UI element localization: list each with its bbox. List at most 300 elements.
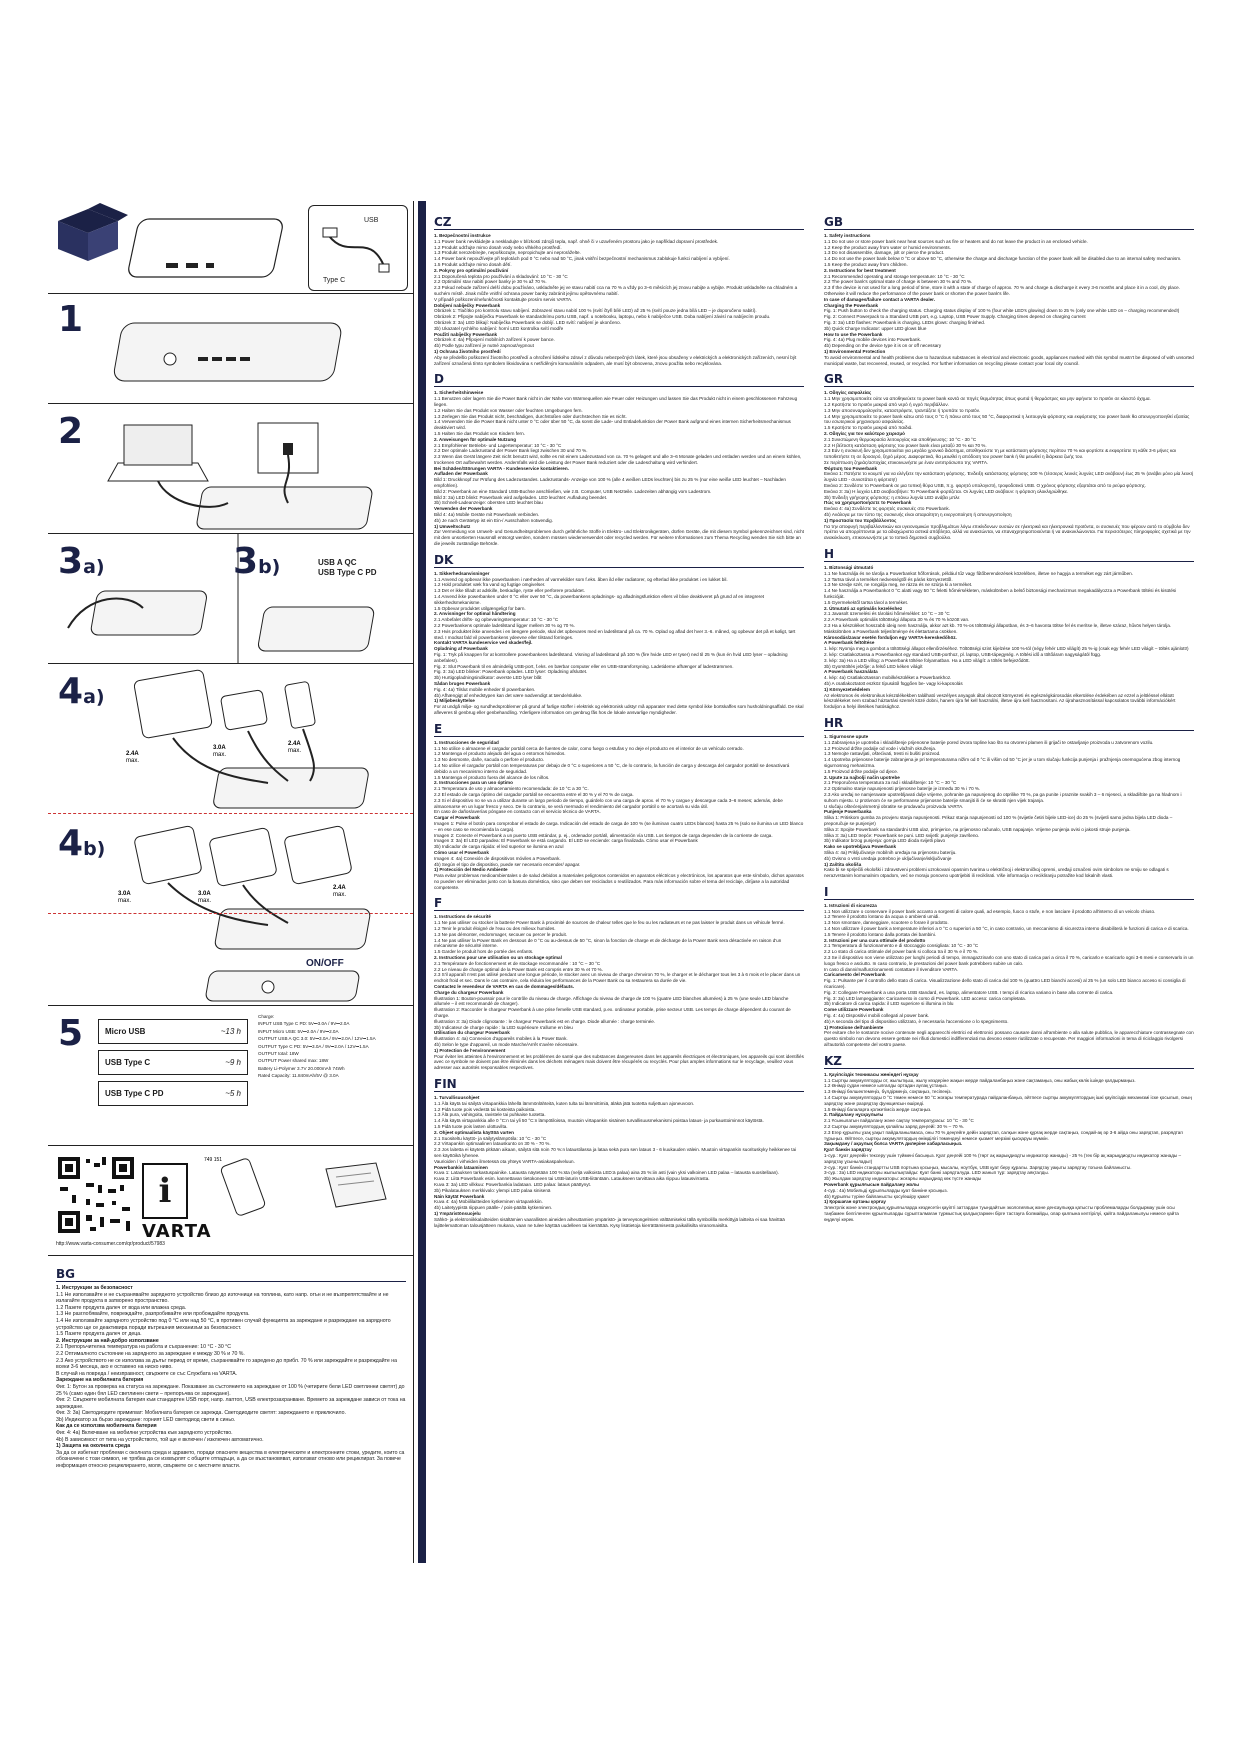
- text-line: 1.3 Ne szedje szét, ne rongálja meg, ne rázza és ne szúrja ki a terméket.: [824, 582, 973, 588]
- text-line: 2. Pokyny pro optimální používání: [434, 267, 509, 273]
- text-line: 1.3 Produkt nerozebírejte, nepoškozujte, nepropichujte ani neproráželte.: [434, 250, 581, 256]
- text-line: 2.3 Ако устройството не се използва за дълъг период от време, съхранявайте го заредено до прибл. 70 % или зареждайте и разреждайте на всеки 3-6 месеца, ако е оставено на ниско ниво.: [56, 1357, 398, 1371]
- text-line: 1.4 Non utilizzare il power bank a temperature inferiori a 0 °C o superiori a 50 °C, in caso contrario, un meccanismo di sicurezza interno disabiliterà le funzioni di carica e di scarica.: [824, 926, 1189, 932]
- text-line: 1.2 Pidä tuote pois vedestä tai kosteista paikoista.: [434, 1106, 536, 1112]
- lang-title-e: E: [434, 722, 804, 737]
- text-line: Näin käytät Powerbank: [434, 1193, 485, 1199]
- text-line: 2. kép: Csatlakoztassa a Powerbankot egy standard USB-porthoz, pl. laptop, USB-tápegység. A töltési idő a töltőáram nagyságától függ.: [824, 652, 1102, 657]
- text-line: 1.5 Opbevar produktet utilgængeligt for børn.: [434, 605, 526, 611]
- text-line: 2. Instructions pour une utilisation ou un stockage optimal: [434, 955, 562, 961]
- text-line: In caso di danni/malfunzionamenti contattare il rivenditore VARTA.: [824, 966, 959, 972]
- spec-line: INPUT Micro USB: 5V⎓2.0A / 9V⎓2.0A: [258, 1028, 339, 1034]
- max-label-b1: max.: [118, 898, 132, 904]
- text-line: Contactez le revendeur de VARTA en cas de dommages/défauts.: [434, 984, 575, 990]
- text-line: Charge du chargeur Powerbank: [434, 989, 504, 995]
- lang-title-d: D: [434, 372, 804, 387]
- text-line: 2.2 Le niveau de charge optimal de la Power Bank est compris entre 30 % et 70 %.: [434, 966, 604, 972]
- text-line: 1.3 Zerlegen Sie das Produkt nicht, beschädigen, durchstoßen oder durchstechen Sie es nicht.: [434, 413, 627, 419]
- text-line: Για την αποφυγή περιβαλλοντικών και υγειονομικών προβλημάτων λόγω επικίνδυνων ουσιών σε ηλεκτρικά και ηλεκτρονικά προϊόντα, οι συσκευές που φέρουν αυτό το σύμβολο δεν πρέπει να απορρίπτονται με τα αδιαχώριστα αστικά απόβλητα, αλλά να ανακτώνται, να επαναχρησιμοποιούνται ή να ανακυκλώνονται. Για περισσότερες πληροφορίες σχετικά με την ανακύκλωση, επικοινωνήστε με το τοπικό δημοτικό συμβούλιο.: [824, 523, 1191, 541]
- text-line: Kako se upotrebljava Powerbank: [824, 844, 896, 850]
- text-line: 1.3 No desmonte, dañe, sacuda o perfore el producto.: [434, 757, 545, 763]
- text-line: 2.1 Препоръчителна температура на работа и съхранение: 10 °C - 30 °C: [56, 1344, 231, 1351]
- text-line: 2.2 Оптималното състояние на зарядното за зареждане е между 30 % и 70 %.: [56, 1350, 245, 1357]
- specs-block: [258, 1013, 408, 1080]
- step-4b-suffix: b): [83, 838, 106, 860]
- text-line: 1.5 Өнімді балаларға қолжетімсіз жерде сақтаңыз.: [824, 1106, 932, 1112]
- text-line: Imagen 1: Pulse el botón para comprobar el estado de carga. Indicación del estado de carga de 100 % (se iluminan cuatro LEDs blancos) hasta 25 % (solo se ilumina un LED blanco – en ese caso se recomienda la carga).: [434, 820, 804, 832]
- text-line: 4. kép: 4a) Csatlakoztasson mobilkészüléket a Powerbankhoz.: [824, 675, 952, 681]
- text-line: Қуат банкін зарядтау: [824, 1147, 872, 1153]
- text-line: 2.1 Συνιστώμενη θερμοκρασία λειτουργίας και αποθήκευσης: 10 °C - 30 °C: [824, 436, 977, 442]
- text-line: 2.3 Wenn das Gerät längere Zeit nicht benutzt wird, sollte es mit einem Ladezustand von ca. 70 % gelagert und alle 3–6 Monate geladen und entladen werden und an einem kühlen, trockenen Ort aufbewahrt werden. Andernfalls wird die Leistung der Power Bank reduziert oder die Ladeschaltung wird verhindert.: [434, 454, 802, 465]
- box-icon: [58, 203, 128, 261]
- text-line: Zur Vermeidung von Umwelt- und Gesundheitsproblemen durch gefährliche Stoffe in Elektro- und Elektronikgeräten, dürfen Geräte, die mit diesem Symbol gekennzeichnet sind, nicht mit dem unsortierten Hausmüll entsorgt werden, sondern müssen wiederverwendet oder recycled werden. Für weitere Informationen zum Thema Recycling wenden Sie sich bitte an die jeweils zuständige Behörde.: [434, 529, 804, 547]
- text-line: 2.3 If the device is not used for a long period of time, store it with a state of charge of approx. 70 % and charge & discharge it every 3-6 months and place it in a cool, dry place. Otherwise it will reduce the performance of the power bank or shorten the power bank's life.: [824, 285, 1180, 296]
- text-line: For at undgå miljø- og sundhedsproblemer på grund af farlige stoffer i elektrisk og elektronisk udstyr må apparater med dette symbol ikke bortskaffes som husholdningsaffald. De skal afleveres til genbrug eller genbehandling. Yderligere information om genbrug fås hos de lokale ansvarlige myndigheder.: [434, 704, 804, 715]
- text-line: 2.3 Ako uređaj ne namjeravate upotrebljavati dulje vrijeme, pohranite ga napunjenog do otprilike 70 %, pa ga punite i praznite svakih 3 – 6 mjeseci, a skladištite ga na hladnom i suhom mjestu. U protivnom će se performanse prijenosne baterije smanjiti ili će se skratiti njen vijek trajanja.: [824, 791, 1182, 803]
- text-line: Dobíjení nabíječky Powerbank: [434, 302, 501, 308]
- table-port: USB Type C PD: [105, 1089, 164, 1098]
- text-line: 2.2 Powerbankens optimale ladetilstand ligger mellem 30 % og 70 %.: [434, 623, 575, 629]
- current-label-a1: 2.4A: [126, 751, 139, 757]
- text-line: Fig. 3: 3a) LED flashes: Powerbank is charging. LEDs glows: charging finished.: [824, 319, 986, 325]
- text-line: 4b) Depending on the device type it is on or off necessary: [824, 343, 942, 349]
- step-4a-suffix: a): [83, 686, 105, 708]
- text-line: Εικόνα 4: 4a) Συνδέστε τις φορητές συσκευές στο Powerbank.: [824, 506, 950, 512]
- text-line: 1.1 Power bank nevkládejte a neskladujte v blízkosti zdrojů tepla, např. ohně či v uzavřeném prostoru jako je například dopravní prostředek.: [434, 238, 719, 244]
- text-line: 3b) Ένδειξη γρήγορης φόρτισης: η επάνω λυχνία LED ανάβει μπλε: [824, 494, 960, 500]
- text-line: Электрлік және электрондық құрылғыларда кездесетін қауіпті заттардан туындайтын экологиялық және денсаулыққа қатысты проблемаларды болдырмау үшін осы таңбамен белгіленген құрылғыларды сұрыпталмаған тұрмыстық қалдықтармен бірге тастауға болмайды, олар қалпына келтірілуі, қайта пайдаланылуы немесе қайта өңделуі керек.: [824, 1205, 1179, 1222]
- step-1-illustration: [48, 293, 413, 403]
- text-line: 4b) A seconda del tipo di dispositivo utilizzato, è necessaria l'accensione o lo spegnimento.: [824, 1018, 1009, 1024]
- text-line: 3. kép: 3a) Ha a LED villog: a Powerbank töltése folyamatban. Ha a LED világít: a töltés befejeződött.: [824, 657, 1030, 663]
- text-line: 1.4 Do not use the power bank below 0 °C or above 50 °C, otherwise the charge and discharge function of the power bank will be disabled due to an internal safety mechanism.: [824, 256, 1182, 262]
- max-label-a3: max.: [288, 748, 302, 754]
- text-line: 2.2 Optimální stav nabití power banky je 30 % až 70 %.: [434, 279, 547, 285]
- current-label-b2: 3.0A: [198, 891, 211, 897]
- text-line: Imagen 4: 4a) Conexión de dispositivos móviles a Powerbank.: [434, 855, 561, 861]
- step-3a-digit: 3: [58, 541, 84, 582]
- text-line: 1.1 Älä käytä tai säilytä virtapankkia lähellä lämmönlähteitä, kuten tulta tai lämmittimiä, äläkä jätä tuotetta suljettuun ajoneuvoon.: [434, 1100, 695, 1106]
- lang-title-fin: FIN: [434, 1077, 804, 1092]
- text-line: Фиг. 3: 3a) Светодиодите примигват: Мобилната батерия се зарежда. Светодиодите светят: зареждането е приключило.: [56, 1410, 346, 1417]
- text-line: 4b) Afhængigt af enhedstypen kan det være nødvendigt at tænde/slukke.: [434, 692, 583, 698]
- text-line: Illustration 4: 4a) Connexion d'appareils mobiles à la Power Bank.: [434, 1036, 568, 1042]
- text-line: 1) Προστασία του περιβάλλοντος: [824, 517, 897, 523]
- pane-step-2: [48, 403, 413, 534]
- text-line: Para evitar problemas medioambientales o de salud debidos a materiales peligrosos contenidos en aparatos eléctricos y electrónicos, los aparatos que este símbolo, dichos aparatos no pueden ser eliminados junto con la basura doméstica, sino que deben ser reciclados o reutilizados. Para más información sobre el tema del reciclaje, diríjase a la autoridad competente.: [434, 873, 804, 890]
- step-5-number: 5: [58, 1013, 84, 1054]
- spec-line: Battery Li-Polymer 3.7V 20.000mAh 74Wh: [258, 1065, 345, 1071]
- text-line: 2. Instrucciones para un uso óptimo: [434, 780, 513, 786]
- text-line: 1.3 Не разглобявайте, повреждайте, разпробивайте или пробождайте продукта.: [56, 1311, 250, 1318]
- text-line: 1.4 Μην χρησιμοποιείτε το power bank κάτω από τους 0 °C ή πάνω από τους 50 °C, διαφορετικά η λειτουργία φόρτισης και εκφόρτισης του power bank θα απενεργοποιηθεί εξαιτίας του εσωτερικού μηχανισμού ασφαλείας.: [824, 413, 1190, 425]
- text-line: 4b) Laitetyypistä riippuen päälle- / pois-päältä kytkeminen.: [434, 1205, 553, 1211]
- text-line: 1.1 Benutzen oder lagern Sie die Power Bank nicht in der Nähe von Wärmequellen wie Feuer oder Heizungen und lassen Sie das Produkt nicht in einem geschlossenen Fahrzeug liegen.: [434, 396, 798, 407]
- text-line: Fig. 4: 4a) Tilslut mobile enheder til powerbanken.: [434, 686, 536, 692]
- text-line: Зақымдану / ақаулық болса VARTA дилеріне хабарласыңыз.: [824, 1141, 963, 1147]
- text-line: 1.3 Älä pura, vahingoita, ravistele tai puhkaise tuotetta.: [434, 1112, 546, 1118]
- lang-title-h: H: [824, 547, 1194, 562]
- lang-title-i: I: [824, 885, 1194, 900]
- text-line: Sähkö- ja elektroniikkalaitteiden sisältämien vaarallisten aineiden aiheuttamien ympäristö- ja terveysongelmien välttämiseksi tällä symbolilla merkittyjä laitteita ei saa hävittää lajittelemattoman talousjätteen mukana, vaan ne tulee käyttää uudelleen tai kierrättää. Kysy lisätietoja kierrättämisestä paikallisilta viranomaisilta.: [434, 1216, 785, 1228]
- usb-label: USB: [364, 217, 379, 224]
- spec-line: OUTPUT Power shared max: 18W: [258, 1058, 329, 1064]
- text-line: 1.1 Do not use or store power bank near heat sources such as fire or heaters and do not leave the product in an enclosed vehicle.: [824, 238, 1088, 244]
- text-line: 4b) Selon le type d'appareil, un mode Marche/Arrêt s'avère nécessaire.: [434, 1042, 579, 1048]
- text-line: 1. Bezpečnostní instrukce: [434, 233, 491, 238]
- step-3b-digit: 3: [233, 541, 259, 582]
- text-line: 2.1 Recommended operating and storage temperature: 10 °C - 30 °C: [824, 273, 965, 279]
- text-line: 1.2 Пазете продукта далеч от вода или влажна среда.: [56, 1304, 187, 1311]
- table-time: ~9 h: [225, 1058, 241, 1067]
- text-line: 3b) Ukazatel rychlého nabíjení: horní LED kontrolka svítí modře: [434, 325, 564, 331]
- text-line: 1) Protection de l'environnement: [434, 1047, 506, 1053]
- text-line: Cómo usar el Powerbank: [434, 849, 489, 855]
- text-line: 2.1 Temperatura di funzionamento e di stoccaggio consigliata: 10 °C - 30 °C: [824, 943, 979, 949]
- current-label-a3: 2.4A: [288, 741, 301, 747]
- text-line: 1.3 Do not disassemble, damage, jolt or pierce the product.: [824, 250, 945, 256]
- text-line: 4b) Ανάλογα με τον τύπο της συσκευής είναι απαραίτητη η ενεργοποίηση ή απενεργοποίηση: [824, 512, 1012, 518]
- step-4a-number: [58, 671, 105, 712]
- text-line: 1.4 No utilice el cargador portátil con temperaturas por debajo de 0 °C o superiores a 50 °C, de lo contrario, la función de carga y descarga del cargador portátil se desactivará debido a un mecanismo interno de seguridad.: [434, 762, 790, 774]
- text-line: Slika 1: Pritiskom gumba za provjeru stanja napunjenosti. Prikaz stanja napunjenosti od 100 % (svijetle četiri bijele LED-ice) do 25 % (svijetli samo jedna bijela LED dioda – preporučuje se punjenje!): [824, 815, 1173, 826]
- text-line: 2.3 Ha a készüléket hosszabb ideig nem használja, akkor azt kb. 70 %-os töltöttségi állapotban, és 3–6 havonta töltse fel és merítse le, illetve száraz, hűvös helyen tárolja. Máskülönben a Powerbank teljesítménye és élettartama csökken.: [824, 623, 1172, 634]
- text-line: Зареждане на мобилната батерия: [56, 1377, 144, 1384]
- text-line: 1.5 Halten Sie das Produkt von Kindern fern.: [434, 430, 525, 436]
- text-line: In case of damages/failure contact a VARTA dealer.: [824, 296, 935, 302]
- text-line: 1) Защита на околната среда: [56, 1443, 131, 1450]
- text-line: 1.5 Κρατήστε το προϊόν μακριά από παιδιά.: [824, 425, 913, 431]
- lang-title-cz: CZ: [434, 215, 804, 230]
- text-line: Bild 1: Druckknopf zur Prüfung des Ladezustandes. Ladezustands- Anzeige von 100 % (alle 4 weißen LEDs leuchten) bis zu 25 % (nur eine weiße LED leuchtet – Nachladen empfohlen).: [434, 477, 786, 489]
- text-line: Πώς να χρησιμοποιήσετε το Powerbank: [824, 500, 912, 506]
- text-line: A Powerbank használata: [824, 669, 878, 675]
- typec-label: Type C: [323, 277, 346, 284]
- step-3a-number: [58, 541, 105, 582]
- text-line: 1.3 Non smontare, danneggiare, scuotere o forare il prodotto.: [824, 920, 949, 926]
- text-line: Фиг. 1: Бутон за проверка на статуса на зареждане. Показване за състоянието на зареждане от 100 % (четирите бели LED светлинни светят) до 25 % (само един бял LED светлинен свети – препоръчва се зареждане).: [56, 1383, 405, 1397]
- table-row: [98, 1050, 248, 1075]
- text-line: 1.5 Пазете продукта далеч от деца.: [56, 1331, 142, 1338]
- table-time: ~5 h: [225, 1089, 241, 1098]
- text-line: Kuva 3: 3a) LED vilkkuu: Powerbankia ladataan. LED palaa: lataus päättynyt.: [434, 1181, 592, 1187]
- text-line: 2. Instructions for best treatment: [824, 267, 896, 273]
- pane-step-4a: [48, 663, 413, 814]
- text-line: 1.1 Non utilizzare o conservare il power bank accanto a sorgenti di calore quali, ad esempio, fuoco o stufe, e non lasciare il prodotto all'interno di un veicolo chiuso.: [824, 908, 1156, 914]
- text-line: 1.4 Upotreba prijenosne baterije zabranjena je pri temperaturama nižim od 0 °C ili višim od 50 °C jer je u tom slučaju funkcija punjenja i pražnjenja onemogućena zbog internog sigurnosnog mehanizma.: [824, 757, 1181, 768]
- text-line: 1.5 Tenere il prodotto lontano dalla portata dei bambini.: [824, 931, 937, 937]
- text-line: Фиг. 2: Свържете мобилната батерия към стандартен USB порт, напр. лаптоп, USB електрозахранване. Времето за зареждане зависи от тока на зареждане.: [56, 1397, 406, 1410]
- text-line: 2.1 Javasolt üzemelési és tárolási hőmérséklet: 10 °C – 30 °C: [824, 611, 950, 617]
- text-line: 2.3 Pokud nebude zařízení delší dobu používáno, uskladněte jej ve stavu nabití cca na 70 % a vždy po 3–6 měsících jej znovu nabijte a vybijte. Produkt uskladněte na chladném a suchém místě. Jinak může vnitřní ochrana power banky zabránit jejímu opětovnému nabití.: [434, 285, 798, 296]
- text-line: 1.4 Power bank nepoužívejte při teplotách pod 0 °C nebo nad 50 °C, jinak vnitřní bezpečnostní mechanismus zablokuje funkci nabíjení a vybíjení.: [434, 256, 730, 262]
- text-line: Imagen 2: Conecte el Powerbank a un puerto USB estándar, p. ej., ordenador portátil, alimentación vía USB. Los tiempos de carga dependen de la corriente de carga.: [434, 832, 773, 838]
- text-line: 1.5 Pidä tuote pois lasten ulottuvilta.: [434, 1123, 508, 1129]
- text-line: 1.3 Μην αποσυναρμολογείτε, καταστρέφετε, τραντάζετε ή τρυπάτε το προϊόν.: [824, 407, 981, 413]
- section-bg: [56, 1261, 406, 1470]
- text-line: 1) Környezetvédelem: [824, 686, 870, 692]
- text-line: 2.3 Si el dispositivo no se va a utilizar durante un largo periodo de tiempo, guárdelo con una carga de aprox. el 70 % y cargue y descargue cada 3–6 meses; además, debe almacenarse en un lugar fresco y seco. De lo contrario, se verá mermado el rendimiento del cargador portátil o se acortará su vida útil.: [434, 797, 783, 809]
- text-line: Aby se předešlo poškození životního prostředí a ohrožení lidského zdraví z důvodu nebezpečných látek, které jsou obsaženy v elektrických a elektronických zařízeních, nesmí být zařízení označená tímto symbolem likvidována s netříděným komunálním odpadem, ale musí být obnovena, znovu použita nebo recyklována.: [434, 354, 797, 366]
- text-line: 1) Miljøbeskyttelse: [434, 698, 475, 704]
- text-line: 1. Instructions de sécurité: [434, 914, 491, 920]
- text-line: 3b) Индикатор за бързо зареждане: горният LED светодиод свети в синьо.: [56, 1416, 236, 1423]
- text-line: Opladning af Powerbank: [434, 646, 488, 652]
- text-line: 2.2 Optimalno stanje napunjenosti prijenosne baterije je između 30 % i 70 %.: [824, 786, 981, 792]
- text-line: Slika 4: 4a) Priključivanje mobilnih uređaja na prijenosnu bateriju.: [824, 849, 957, 855]
- text-line: 4b) A csatlakoztatott eszköz típusától függően be- vagy ki-kapcsolás: [824, 680, 963, 686]
- text-line: How to use the Powerbank: [824, 331, 883, 337]
- text-line: Utilisation du chargeur Powerbank: [434, 1030, 510, 1036]
- text-line: 2.2 Сыртқы аккумулятордың қолайлы заряд деңгейі: 30 % – 70 %.: [824, 1123, 965, 1129]
- column-2: [824, 209, 1194, 1223]
- text-line: Illustration 2: Raccorder le chargeur Powerbank à une prise femelle USB standard, p.ex. ordinateur portable, prise secteur USB. Les temps de charge dépendent du courant de charge.: [434, 1007, 791, 1019]
- text-line: 2.1 Preporučena temperatura za rad i skladištenje: 10 °C – 30 °C: [824, 780, 957, 786]
- text-line: 1.1 No utilice o almacene el cargador portátil cerca de fuentes de calor, como fuego o estufas y no deje el producto en el interior de un vehículo cerrado.: [434, 745, 744, 751]
- text-line: 1.2 Tenere il prodotto lontano da acqua o ambienti umidi.: [824, 914, 940, 920]
- text-line: 1.1 Сыртқы аккумуляторды от, жылытқыш, жылу көздеріне жақын жерде пайдаланбаңыз және сақтамаңыз, оны жабық көлік ішінде қалдырмаңыз.: [824, 1077, 1136, 1083]
- text-line: 1.4 Älä käytä virtapankkia alle 0 °C:n tai yli 50 °C:n lämpötiloissa, muutoin virtapankin sisäinen turvallisuusmekanismi poistaa lataus- ja purkaustoiminnot käytöstä.: [434, 1118, 764, 1124]
- text-line: 1. Instrucciones de seguridad: [434, 739, 499, 745]
- text-line: 1.2 Mantenga el producto alejado del agua o entornos húmedos.: [434, 751, 566, 757]
- text-line: 2.2 Virtapankin optimaalinen latauskunto on 30 % - 70 %.: [434, 1141, 551, 1147]
- current-label-b3: 2.4A: [333, 885, 346, 891]
- text-line: 1. Safety instructions: [824, 233, 871, 238]
- text-line: 2.2 Η βέλτιστη κατάσταση φόρτισης του power bank είναι μεταξύ 30 % και 70 %.: [824, 442, 987, 448]
- text-line: Fig. 3: 3a) LED blinker: Powerbank oplades. LED lyser: Opladning afsluttet.: [434, 669, 588, 675]
- text-line: 2.1 Ұсынылатын пайдалану және сақтау температурасы: 10 °C - 30 °C: [824, 1118, 974, 1124]
- text-line: 4b) Құрылғы түріне байланысты қосу/өшіру қажет: [824, 1193, 930, 1199]
- lang-title-gb: GB: [824, 215, 1194, 230]
- text-line: 3b) Quick Charge Indicator: upper LED glows blue: [824, 325, 927, 331]
- text-line: 2.3 Εάν η συσκευή δεν χρησιμοποιείται για μεγάλο χρονικό διάστημα, αποθηκεύστε τη με κατάσταση φόρτισης περίπου 70 % και φορτίστε & εκφορτίστε τη κάθε 3-6 μήνες και τοποθετήστε τη σε δροσερό, ξηρό μέρος. Διαφορετικά, θα μειωθεί η απόδοση του power bank ή θα μειωθεί η διάρκεια ζωής του.: [824, 448, 1176, 460]
- step-3b-number: [233, 541, 280, 582]
- text-line: Fig. 2: Slut Powerbank til en almindelig USB-port, f.eks. en bærbar computer eller en USB-strømforsyning. Ladetiderne afhænger af ladestrømmen.: [434, 663, 734, 669]
- text-line: 3b) Indikator brzog punjenja: gornja LED dioda svijetli plavo: [824, 838, 946, 844]
- text-line: 1) Ochrana životního prostředí: [434, 348, 501, 354]
- text-line: 3b) Pikalatauksen merkkivalo: ylempi LED palaa sinisenä: [434, 1187, 551, 1193]
- text-line: 2.1 Température de fonctionnement et de stockage recommandée : 10 °C – 30 °C: [434, 960, 601, 966]
- text-line: 1.3 Өнімді бөлшектемеңіз, бүлдірмеңіз, соқпаңыз, тесіпеңіз.: [824, 1089, 952, 1095]
- text-line: 2.2 Der optimale Ladezustand der Power Bank liegt zwischen 30 und 70 %.: [434, 448, 588, 454]
- text-line: 1) Protezione dell'ambiente: [824, 1024, 884, 1030]
- model-label: 749 151: [204, 1157, 223, 1163]
- text-line: 3b) Indicador de carga rápida: el led superior se ilumina en azul: [434, 844, 564, 850]
- text-line: 1.4 Verwenden Sie die Power Bank nicht unter 0 °C oder über 50 °C, da sonst die Lade- und Entladefunktion der Power Bank aufgrund eines internen Sicherheitsmechanismus deaktiviert wird.: [434, 419, 791, 431]
- text-line: 1.4 Anvend ikke powerbanken under 0 °C eller over 50 °C, da powerbankens opladnings- og afladningsfunktion ellers vil blive deaktiveret på grund af en integreret sikkerhedsmekanisme.: [434, 594, 765, 605]
- pane-overview: [48, 201, 413, 294]
- phone-illustration: [198, 1151, 308, 1241]
- max-label-a1: max.: [126, 758, 140, 764]
- text-line: 2.3 Se il dispositivo non viene utilizzato per lunghi periodi di tempo, immagazzinarlo con uno stato di carica pari a circa il 70 %, caricarlo e scaricarlo ogni 3-6 mesi e conservarlo in un luogo fresco e asciutto. In caso contrario, le prestazioni del power bank potrebbero subire un calo.: [824, 955, 1194, 966]
- text-line: За да се избегнат проблеми с околната среда и здравето, поради опасните вещества в електрическите и електронните стоки, уредите, които са обозначени с този символ, не трябва да се изхвърлят с общите отпадъци, а да се възстановяват, използват отново или рециклират. За повече информация относно рециклирането, моля, свържете се с местните власти.: [56, 1449, 405, 1470]
- text-line: 1.4 Сыртқы аккумуляторды 0 °C төмен немесе 50 °C жоғары температурада пайдаланбаңыз, әйтпесе сыртқы аккумулятордың ішкі қауіпсіздік механизмі іске қосылып, оның зарядтау және разрядтау функциясын өшіреді.: [824, 1095, 1192, 1106]
- cable-box: [308, 205, 408, 291]
- text-line: Σε περίπτωση ζημιάς/αστοχίας επικοινωνήστε με έναν αντιπρόσωπο της VARTA.: [824, 459, 989, 465]
- text-line: 1.3 Ne pas démonter, endommager, secouer ou percer le produit.: [434, 931, 568, 937]
- text-line: 1.1 Ne használja és ne tárolja a Powerbankot hőforrások, például tűz vagy fűtőberendezések közelében, illetve ne hagyja a terméket egy zárt járműben.: [824, 570, 1133, 576]
- text-line: Fig. 1: Pulsante per il controllo dello stato di carica. Visualizzazione dello stato di carica dal 100 % (quattro LED bianchi accesi) al 25 % (un solo LED bianco acceso si consiglia di ricaricare).: [824, 978, 1186, 990]
- varta-logo: VARTA: [142, 1221, 212, 1242]
- text-line: Фиг. 4: 4a) Включване на мобилни устройства към зарядното устройство.: [56, 1430, 233, 1437]
- text-line: 3-сур.: 3a) LED индикаторы жыпылықтайды: Қуат банкі зарядталуда. LED жанып тұр: зарядтау аяқталды.: [824, 1170, 1049, 1176]
- text-line: 1. Οδηγίες ασφαλείας: [824, 390, 872, 396]
- text-line: 3b) Schnell-Ladeanzeige: obersten LED leuchtet blau: [434, 500, 543, 506]
- text-line: Obrázek 1: Tlačítko pro kontrolu stavu nabíjení. Zobrazení stavu nabití 100 % (svítí čtyři bílé LED) až 25 % (svítí pouze jedna bílá LED – je doporučeno nabití).: [434, 308, 757, 314]
- text-line: 1.2 Tartsa távol a terméket nedvességtől és párás környezettől.: [824, 576, 953, 582]
- text-line: 1.1 Anvend og opbevar ikke powerbanken i nærheden af varmekilder som f.eks. åben ild eller radiatorer, og efterlad ikke produktet i en lukket bil.: [434, 576, 728, 582]
- text-line: Fig. 3: 3a) LED lampeggiante: Caricamento in corso di Powerbank. LED acceso: carica completata.: [824, 995, 1026, 1001]
- text-line: 1.5 Gyermekektől tartsa távol a terméket.: [824, 599, 908, 605]
- qr-code-icon: [56, 1155, 136, 1235]
- text-line: Aufladen der Powerbank: [434, 471, 488, 477]
- text-line: Как да се използва мобилната батерия: [56, 1423, 157, 1430]
- text-line: 1.1 Не използвайте и не съхранявайте зарядното устройство близо до източници на топлина, като напр. огън и не възпрепятствайте и не излагайте продукта в затворено пространство.: [56, 1291, 389, 1305]
- text-line: Fig. 4: 4a) Plug mobile devices into Powerbank.: [824, 337, 922, 343]
- spec-line: INPUT USB Type C PD: 5V⎓3.0A / 9V⎓2.0A: [258, 1021, 350, 1027]
- text-line: 1.1 Zabranjena je upotreba i skladištenje prijenosne baterije pored izvora topline kao što su otvoreni plamen ili grijači te ostavljanje proizvoda u zatvorenom vozilu.: [824, 739, 1154, 745]
- powerbank-drawing: [127, 219, 284, 277]
- text-line: 1. Biztonsági útmutató: [824, 565, 874, 571]
- text-line: 2. Upute za najbolji način upotrebe: [824, 774, 900, 780]
- text-line: Bild 4: 4a) Mobile Geräte mit Powerbank verbinden.: [434, 512, 540, 518]
- text-line: 1.4 Ne használja a Powerbankot 0 °C alatti vagy 50 °C feletti hőmérsékleten, máskülönben a belső biztonsági mechanizmus megakadályozza a Powerbank töltési és kisütési funkcióját.: [824, 588, 1177, 600]
- text-line: 1) Ympäristönsuojelu: [434, 1210, 481, 1216]
- lang-title-kz: KZ: [824, 1054, 1194, 1069]
- pane-step-4b: [48, 813, 413, 1006]
- text-line: Fig. 2: Collegare Powerbank a una porta USB standard, es. laptop, alimentatore USB. I tempi di ricarica variano in base alla corrente di carica.: [824, 989, 1114, 995]
- text-line: Slika 2: Spojite Powerbank na standardni USB ulaz, primjerice, na prijenosno računalo, USB napajanje. Vrijeme punjenja ovisi o jakosti struje punjenja.: [824, 826, 1131, 832]
- max-label-b3: max.: [333, 892, 347, 898]
- text-line: Punjenje Powerbanka: [824, 809, 872, 815]
- text-line: U slučaju oštećenja/smetnji obratite se prodavaču proizvoda VARTA.: [824, 803, 964, 809]
- table-row: [98, 1081, 248, 1106]
- text-line: В случай на повреда / неизправност, свържете се със Службата на VARTA.: [56, 1370, 238, 1377]
- onoff-label: ON/OFF: [306, 958, 344, 969]
- text-line: 1) Protección del Medio Ambiente: [434, 867, 508, 873]
- text-line: Bild 2: Powerbank an eine Standard USB-Buchse anschließen, wie z.B. Computer, USB Netzteile. Ladezeiten abhängig vom Ladestrom.: [434, 488, 712, 494]
- charge-time-table: [98, 1019, 248, 1106]
- text-line: Caricamento del Powerbank: [824, 972, 886, 978]
- text-line: 2.1 Temperatura de uso y almacenamiento recomendada: de 10 °C a 30 °C.: [434, 786, 589, 792]
- table-row: [98, 1019, 248, 1044]
- text-line: Kontakt VARTA kundeservice ved skader/fejl.: [434, 640, 533, 646]
- text-line: Illustration 1: Bouton-poussoir pour le contrôle du niveau de charge. Affichage du niveau de charge de 100 % (quatre LED blanches allumées) à 25 % (une seule LED blanche allumée – il est recommandé de charger).: [434, 995, 789, 1007]
- text-line: Bei Schäden/Störungen VARTA - Kundenservice kontaktieren.: [434, 465, 569, 471]
- text-line: Obrázek 3: 3a) LED blikají: Nabíječka Powerbank se dobíjí. LED svítí: nabíjení je ukončeno.: [434, 319, 621, 325]
- text-line: Come utilizzare Powerbank: [824, 1007, 884, 1013]
- current-label-b1: 3.0A: [118, 891, 131, 897]
- text-line: Fig. 1: Tryk på knappen for at kontrollere powerbankens ladetilstand. Visning af ladetilstand på 100 % (fire hvide LED er tyser) ned til 25 % (kun én hvid LED lyser – opladning anbefales!).: [434, 652, 788, 663]
- pane-footer: [48, 1145, 413, 1256]
- text-line: 2. Пайдалану нұсқаулығы: [824, 1112, 884, 1118]
- table-port: Micro USB: [105, 1027, 146, 1036]
- text-line: 2.2 The power bank's optimal state of charge is between 30 % and 70 %.: [824, 279, 973, 285]
- text-line: 2. Οδηγίες για τον καλύτερο χειρισμό: [824, 430, 905, 436]
- text-line: 1.4 Ne pas utiliser la Power Bank en dessous de 0 °C ou au-dessus de 50 °C, sinon la fonction de charge et de décharge de la Power Bank sera désactivée en raison d'un mécanisme de sécurité interne.: [434, 937, 782, 949]
- text-line: 1.2 Halten Sie das Produkt von Wasser oder feuchten Umgebungen fern.: [434, 407, 583, 413]
- text-line: 4b) Según el tipo de dispositivo, puede ser necesario encender/ apagar.: [434, 861, 581, 867]
- text-columns: [424, 201, 1200, 1563]
- spec-line: OUTPUT Type C PD: 5V⎓3.0A / 9V⎓2.0A / 12V⎓1.5A: [258, 1043, 369, 1049]
- text-line: Powerbankin lataaminen: [434, 1164, 488, 1170]
- text-line: 2. Istruzioni per una cura ottimale del prodotto: [824, 937, 926, 943]
- text-line: Slika 3: 3a) LED trepće: Powerbank se puni. LED svijetli: punjenje završeno.: [824, 832, 980, 838]
- text-line: 1.1 Μην χρησιμοποιείτε ούτε να αποθηκεύετε το power bank κοντά σε πηγές θερμότητας όπως φωτιά ή θερμάστρες και μην αφήνετε το προϊόν σε κλειστό όχημα.: [824, 396, 1151, 402]
- text-line: Imagen 3: 3a) El LED parpadea: El Powerbank se está cargando. El LED se enciende: carga finalizada. Cómo usar el Powerbank: [434, 838, 698, 844]
- text-line: 1. Sikkerhedsanvisninger: [434, 570, 490, 576]
- cut-line: [48, 913, 413, 914]
- text-line: 2. Anvisninger for optimal håndtering: [434, 611, 516, 617]
- step-2-number: 2: [58, 411, 84, 452]
- text-line: 1. Sicherheitshinweise: [434, 390, 484, 396]
- text-line: 1) Environmental Protection: [824, 348, 886, 354]
- text-line: Verwenden der Powerbank: [434, 506, 493, 512]
- lang-title-hr: HR: [824, 716, 1194, 731]
- text-line: 1.5 Keep the product away from children.: [824, 261, 908, 267]
- text-line: Az elektromos és elektronikus készülékekben található veszélyes anyagok által okozott környezeti és egészségkárosodás elkerülése érdekében az ezzel a jelöléssel ellátott készülékeket nem szabad háztartási szemét közé dobni, hanem újra fel kell használni, illetve újra kell hasznosítani. Az újrahasznosítással kapcsolatos további információkért forduljon a helyi illetékes hatósághoz.: [824, 692, 1176, 710]
- text-line: 2.1 Doporučená teplota pro používání a skladování: 10 °C - 30 °C: [434, 273, 568, 279]
- current-label-a2: 3.0A: [213, 745, 226, 751]
- text-line: 1) Umweltschutz: [434, 523, 471, 529]
- lang-title-dk: DK: [434, 553, 804, 568]
- text-line: Cargar el Powerbank: [434, 815, 480, 821]
- manual-booklet-icon: [316, 1159, 396, 1219]
- spec-line: OUTPUT total: 18W: [258, 1051, 299, 1057]
- text-line: 1.2 Proizvod držite podalje od vode i vlažnih okruženja.: [824, 745, 937, 751]
- step-2-illustration: [48, 403, 413, 533]
- text-line: 3b) Indicatore di carica rapida: il LED superiore si illumina in blu: [824, 1001, 954, 1007]
- column-1: [434, 209, 804, 1228]
- text-line: Εικόνα 1: Πατήστε το κουμπί για να ελέγξετε την κατάσταση φόρτισης. Ένδειξη κατάστασης φόρτισης 100 % (τέσσερις λευκές λυχνίες LED ανάβουν) έως 25 % (ανάβει μόνο μία λευκή λυχνία LED - συνιστάται η φόρτιση!): [824, 471, 1194, 483]
- step-4a-digit: 4: [58, 671, 84, 712]
- table-time: ~13 h: [220, 1027, 241, 1036]
- text-line: 2.1 Empfohlener Betriebs- und Lagertemperatur: 10 °C - 30 °C: [434, 442, 562, 448]
- text-line: En caso de daños/averías póngase en contacto con el servicio técnico de VARTA.: [434, 809, 601, 815]
- usb-pd-label: USB Type C PD: [318, 568, 377, 577]
- text-line: 1. Istruzioni di sicurezza: [824, 902, 877, 908]
- text-line: 4b) Je nach Gerätetyp ist ein Ein-/ Ausschalten notwendig.: [434, 517, 553, 523]
- text-line: Φόρτιση του Powerbank: [824, 465, 878, 471]
- text-line: 1. Turvallisuusohjeet: [434, 1095, 480, 1100]
- text-line: 2.2 El estado de carga óptimo del cargador portátil se encuentra entre el 30 % y el 70 % de carga.: [434, 791, 634, 797]
- spec-line: Rated Capacity: 11.840mAh/5V @ 3.0A: [258, 1073, 339, 1079]
- pane-step-3: [48, 533, 413, 664]
- text-line: 4b) Podle typu zařízení je nutné zapnout/vypnout: [434, 343, 534, 349]
- text-line: 3b) Gyorstöltés jelzője: a felső LED kéken világít: [824, 663, 923, 669]
- text-line: Fig. 2: Connect Powerpack to a Standard USB port, e.g. Laptop, USB Power Supply. Charging times depend on charging current: [824, 314, 1086, 320]
- text-line: 2.2 Lo stato di carica ottimale del power bank si colloca tra il 30 % e il 70 %.: [824, 949, 979, 955]
- bg-lines: [56, 1285, 406, 1470]
- text-line: Illustration 3: 3a) Diode clignotante : le chargeur Powerbank est en charge. Diode allumée : charge terminée.: [434, 1018, 656, 1024]
- text-line: Powerbank құрылғысын пайдалану жолы: [824, 1181, 920, 1187]
- text-line: Použití nabíječky Powerbank: [434, 331, 498, 337]
- lang-title-f: F: [434, 896, 804, 911]
- text-line: 2. Útmutató az optimális kezeléshez: [824, 605, 903, 611]
- table-port: USB Type C: [105, 1058, 151, 1067]
- pane-step-5: [48, 1005, 413, 1146]
- text-line: 1.3 Nemojte rastavljati, oštećivati, tresti ni bušiti proizvod.: [824, 751, 941, 757]
- text-line: 1.2 Hold produktet væk fra vand og fugtige omgivelser.: [434, 582, 546, 588]
- text-line: 1-сур.: Қуат деңгейін тексеру үшін түймені басыңыз. Қуат деңгейі 100 % (төрт ақ жарықдиодты индикатор жанады) - 25 % (тек бір ақ жарықдиодты индикатор жанады – зарядтау ұсынылады!): [824, 1152, 1182, 1164]
- specs-title: Charge:: [258, 1014, 275, 1019]
- lang-title-gr: GR: [824, 372, 1194, 387]
- usb-qc-label: USB A QC: [318, 558, 357, 567]
- text-line: Pour éviter les atteintes à l'environnement et les problèmes de santé que des substances dangereuses dans les appareils électriques et électroniques, les appareils qui sont identifiés avec ce symbole ne doivent pas être éliminés dans les déchets ménagers mais doivent être récupérés ou recyclés. Pour plus amples informations sur le recyclage, veuillez vous adresser aux autorités responsables respectives.: [434, 1053, 804, 1071]
- text-line: Kuva 1: Latauksen tarkastuspainike. Latausta näytetään 100 %:sta (neljä valkoista LED:ä palaa) aina 25 %:iin asti (vain yksi valkoinen LED palaa – latausta suositellaan).: [434, 1170, 779, 1176]
- text-line: Kuva 4: 4a) Mobiililaitteiden kytkeminen virtapankkiin.: [434, 1199, 543, 1205]
